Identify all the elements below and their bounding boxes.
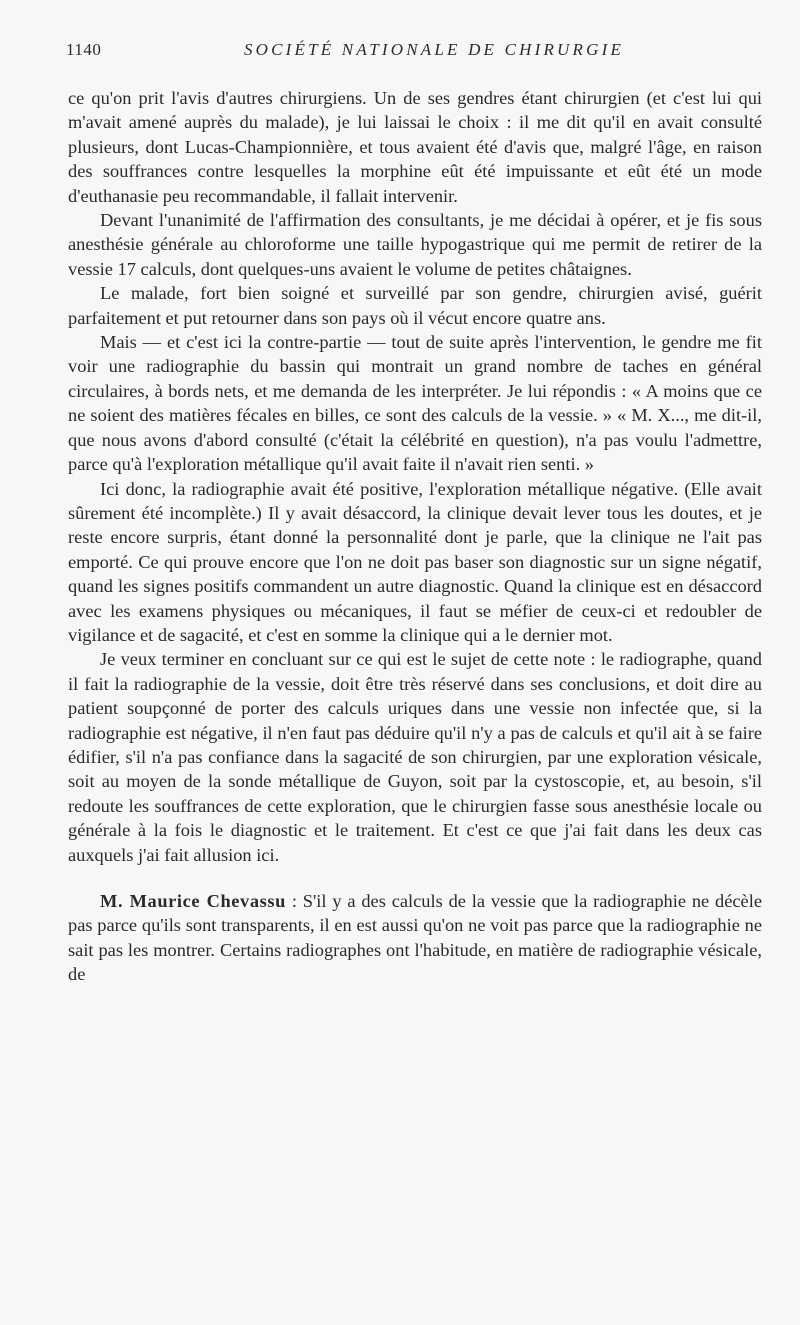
discussion-paragraph	[68, 889, 762, 987]
paragraph-5: Ici donc, la radiographie avait été positive, l'exploration métallique négative. (Elle avait sûrement été incomplète.) Il y avait désaccord, la clinique devait lever tous les doutes, et je reste encore surpris, étant donné la personnalité dont je parle, que la clinique ne l'ait pas emporté. Ce qui prouve encore que l'on ne doit pas baser son diagnostic sur un signe négatif, quand les signes positifs commandent un autre diagnostic. Quand la clinique est en désaccord avec les examens physiques ou mécaniques, il faut se méfier de ceux-ci et redoubler de vigilance et de sagacité, et c'est en somme la clinique qui a le dernier mot.	[68, 478, 762, 645]
article-body	[68, 86, 762, 987]
paragraph-6: Je veux terminer en concluant sur ce qui est le sujet de cette note : le radiographe, quand il fait la radiographie de la vessie, doit être très réservé dans ses conclusions, et doit dire au patient soupçonné de porter des calculs uriques dans une vessie non infectée que, si la radiographie est négative, il n'en faut pas déduire qu'il n'y a pas de calculs et qu'il ait à se faire édifier, s'il n'a pas confiance dans la sagacité de son chirurgien, par une exploration vésicale, soit au moyen de la sonde métallique de Guyon, soit par la cystoscopie, et, au besoin, s'il redoute les souffrances de cette exploration, que le chirurgien fasse sous anesthésie locale ou générale à la fois le diagnostic et le traitement. Et c'est ce que j'ai fait dans les deux cas auxquels j'ai fait allusion ici.	[68, 649, 762, 865]
paragraph-3: Le malade, fort bien soigné et surveillé par son gendre, chirurgien avisé, guérit parfaitement et put retourner dans son pays où il vécut encore quatre ans.	[68, 283, 762, 328]
running-title: SOCIÉTÉ NATIONALE DE CHIRURGIE	[243, 40, 625, 59]
paragraph-1: ce qu'on prit l'avis d'autres chirurgiens. Un de ses gendres étant chirurgien (et c'est lui qui m'avait amené auprès du malade), je lui laissai le choix : il me dit qu'il en avait consulté plusieurs, dont Lucas-Championnière, et tous avaient été d'avis que, malgré l'âge, en raison des souffrances contre lesquelles la morphine eût été impuissante et eût été un mode d'euthanasie peu recommandable, il fallait intervenir.	[68, 88, 762, 206]
page-header	[66, 40, 762, 66]
paragraph-2: Devant l'unanimité de l'affirmation des consultants, je me décidai à opérer, et je fis sous anesthésie générale au chloroforme une taille hypogastrique qui me permit de retirer de la vessie 17 calculs, dont quelques-uns avaient le volume de petites châtaignes.	[68, 210, 762, 279]
speaker-name: M. Maurice Chevassu	[100, 891, 286, 911]
page-number: 1140	[66, 40, 102, 59]
paragraph-4: Mais — et c'est ici la contre-partie — tout de suite après l'intervention, le gendre me fit voir une radiographie du bassin qui montrait un grand nombre de taches en général circulaires, à bords nets, et me demanda de les interpréter. Je lui répondis : « A moins que ce ne soient des matières fécales en billes, ce sont des calculs de la vessie. » « M. X..., me dit-il, que nous avons d'abord consulté (c'était la célébrité en question), n'a pas voulu l'admettre, parce qu'à l'exploration métallique qu'il avait faite il n'avait rien senti. »	[68, 332, 762, 475]
discussion-text: : S'il y a des calculs de la vessie que la radiographie ne décèle pas parce qu'ils sont transparents, il en est aussi qu'on ne voit pas parce que la radiographie ne sait pas les montrer. Certains radiographes ont l'habitude, en matière de radiographie vésicale, de	[68, 891, 762, 985]
